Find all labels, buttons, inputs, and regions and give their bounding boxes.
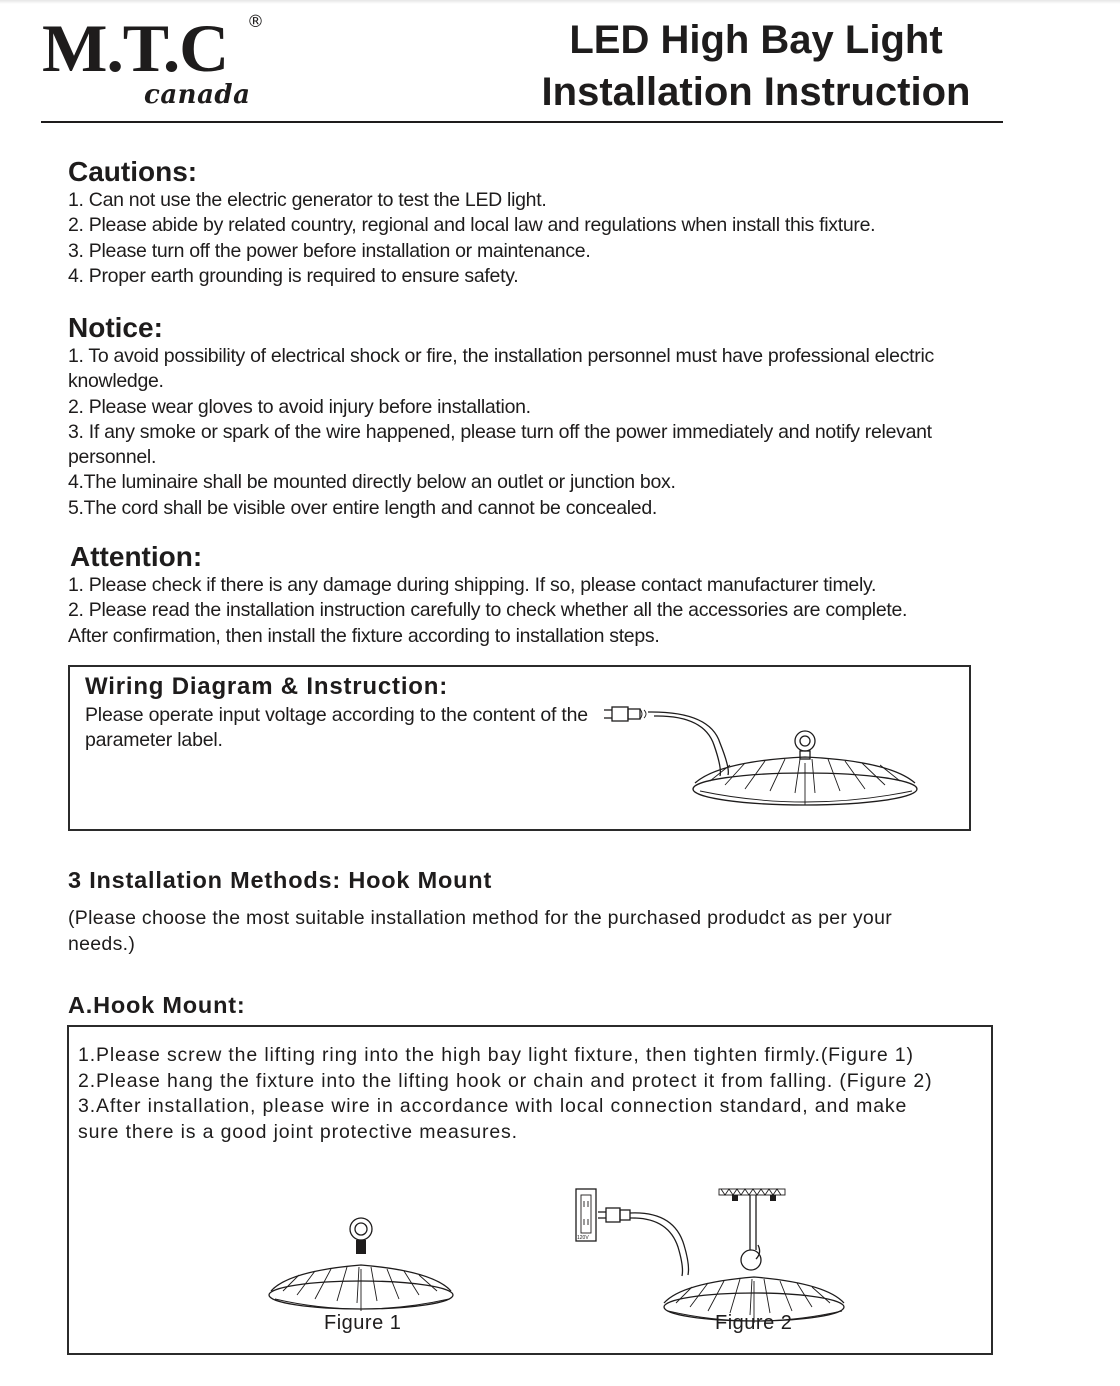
list-item: 2. Please read the installation instruction carefully to check whether all the accessories are complete. After confirmation, then install the fixture according to installation steps. <box>68 599 908 647</box>
figure-2-caption: Figure 2 <box>715 1312 793 1334</box>
list-item: 2.Please hang the fixture into the lifting hook or chain and protect it from falling. (Figure 2) <box>78 1069 933 1092</box>
wiring-heading: Wiring Diagram & Instruction: <box>85 673 448 700</box>
list-item: 1. To avoid possibility of electrical shock or fire, the installation personnel must have professional electric knowledge. <box>68 345 934 393</box>
list-item: 3. Please turn off the power before installation or maintenance. <box>68 239 591 262</box>
notice-heading: Notice: <box>68 312 163 343</box>
logo-subtitle: canada <box>144 80 251 110</box>
attention-heading: Attention: <box>70 541 203 572</box>
page-top-edge <box>0 0 1120 4</box>
notice-section <box>68 312 978 521</box>
list-item: 1.Please screw the lifting ring into the high bay light fixture, then tighten firmly.(Figure 1) <box>78 1044 914 1066</box>
document-title-line1: LED High Bay Light <box>569 18 943 62</box>
cautions-list <box>68 188 875 289</box>
wall-outlet-icon <box>576 1189 596 1241</box>
list-item: 1. Can not use the electric generator to test the LED light. <box>68 189 547 211</box>
hook-mount-heading: A.Hook Mount: <box>68 992 246 1018</box>
installation-methods-heading: 3 Installation Methods: Hook Mount <box>68 867 493 893</box>
list-item: 3.After installation, please wire in accordance with local connection standard, and make <box>78 1095 908 1117</box>
lifting-ring-icon <box>350 1218 372 1254</box>
figure-1-caption: Figure 1 <box>324 1312 402 1334</box>
power-cord <box>630 1213 689 1275</box>
list-item: sure there is a good joint protective measures. <box>78 1120 518 1143</box>
attention-list <box>68 573 978 649</box>
list-item: 1. Please check if there is any damage during shipping. If so, please contact manufacturer timely. <box>68 574 877 596</box>
list-item: 2. Please wear gloves to avoid injury before installation. <box>68 395 531 418</box>
cautions-section <box>68 156 875 289</box>
list-item: 3. If any smoke or spark of the wire happened, please turn off the power immediately and notify relevant personnel. <box>68 420 932 469</box>
list-item: 5.The cord shall be visible over entire length and cannot be concealed. <box>68 496 658 519</box>
hook-mount-box <box>67 1025 993 1355</box>
outlet-voltage-label: 120V <box>577 1235 589 1241</box>
ceiling-mount-icon <box>719 1189 785 1250</box>
power-plug-icon <box>604 707 646 721</box>
hook-mount-steps <box>78 1043 932 1145</box>
header-divider <box>41 121 1003 123</box>
cautions-heading: Cautions: <box>68 156 198 187</box>
figure-2-illustration <box>564 1175 864 1335</box>
registered-trademark-icon: ® <box>247 12 264 32</box>
notice-list <box>68 344 978 521</box>
installation-methods-description: (Please choose the most suitable installation method for the purchased produdct as per your needs.) <box>68 907 893 955</box>
document-title-line2: Installation Instruction <box>541 70 971 114</box>
list-item: 2. Please abide by related country, regional and local law and regulations when install this fixture. <box>68 214 876 237</box>
brand-logo <box>42 12 282 122</box>
power-cord <box>648 712 728 775</box>
list-item: 4. Proper earth grounding is required to ensure safety. <box>68 264 519 287</box>
light-fixture-body <box>269 1265 453 1311</box>
list-item: 4.The luminaire shall be mounted directly below an outlet or junction box. <box>68 471 676 494</box>
attention-section <box>68 541 978 649</box>
lifting-hook-icon <box>741 1245 761 1270</box>
logo-wordmark: M.T.C <box>42 10 229 86</box>
power-plug-icon <box>598 1208 630 1222</box>
lifting-ring-icon <box>795 731 815 759</box>
wiring-instruction-text: Please operate input voltage according to the content of the parameter label. <box>85 704 588 751</box>
high-bay-light-with-plug-illustration <box>600 693 920 813</box>
wiring-diagram-box <box>68 665 971 831</box>
document-title <box>516 14 996 118</box>
